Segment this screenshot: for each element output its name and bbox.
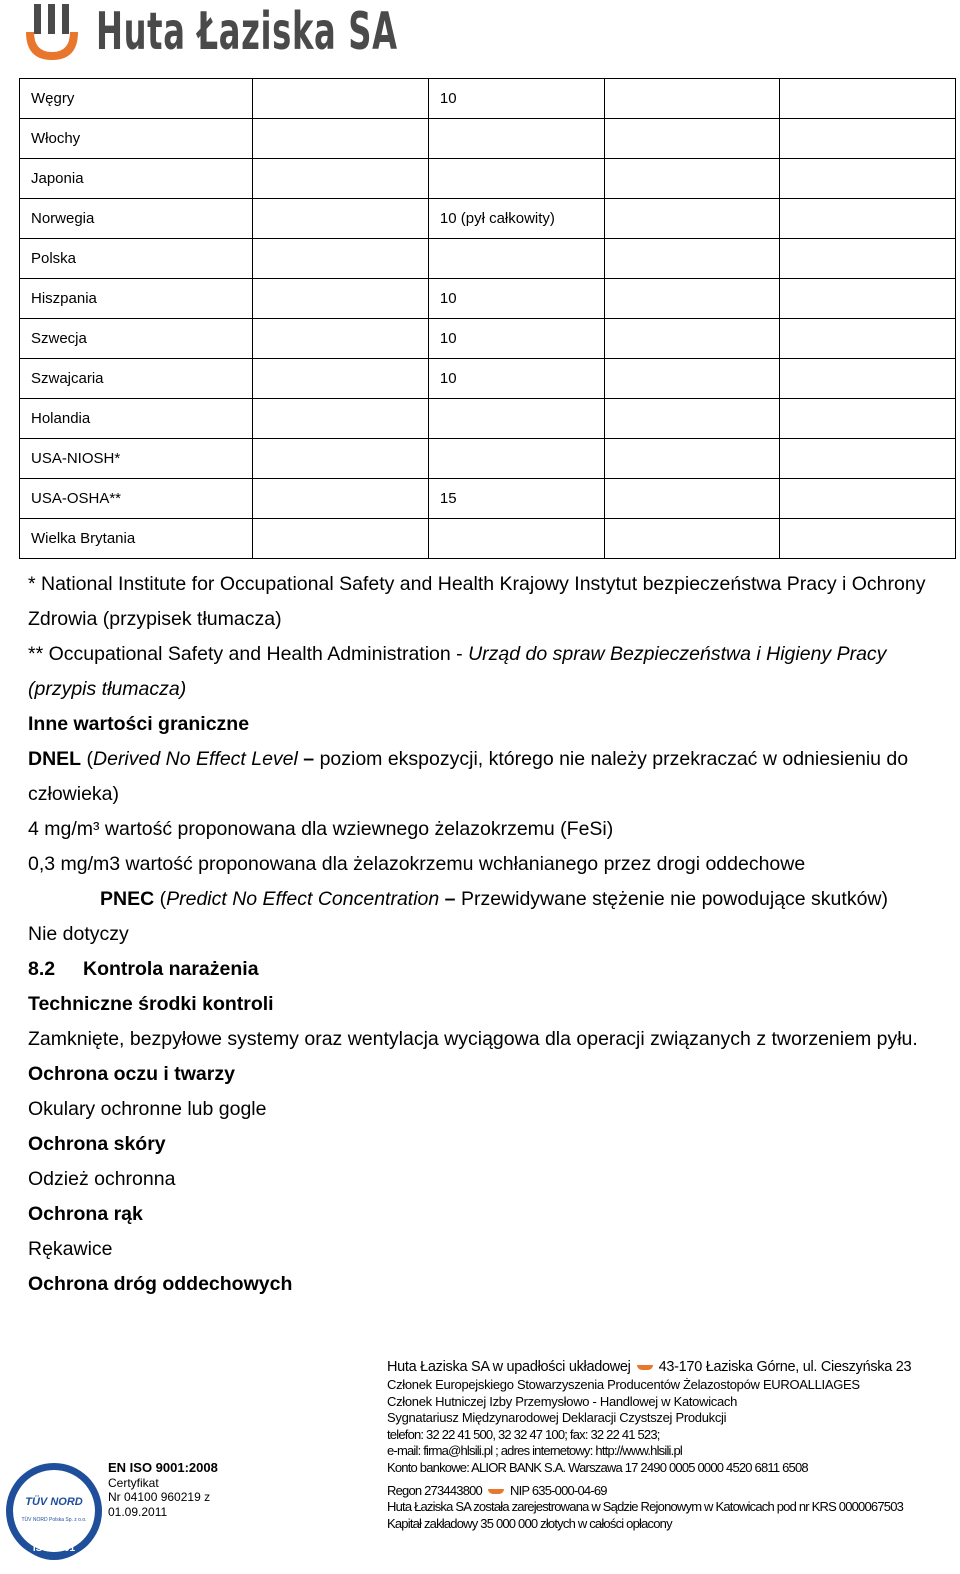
table-row: [20, 479, 956, 519]
value-cell: 15: [428, 479, 604, 519]
value-cell: 10: [428, 279, 604, 319]
eye-protection-text: Okulary ochronne lub gogle: [28, 1098, 267, 1120]
country-cell: Włochy: [20, 119, 253, 159]
dnel-value-absorbed: 0,3 mg/m3 wartość proponowana dla żelazokrzemu wchłanianego przez drogi oddechowe: [28, 853, 806, 875]
value-cell: [428, 119, 604, 159]
pnec-definition: PNEC (Predict No Effect Concentration – Przewidywane stężenie nie powodujące skutków): [100, 888, 888, 910]
footer-membership-1: Członek Europejskiego Stowarzyszenia Producentów Żelazostopów EUROALLIAGES: [387, 1377, 860, 1392]
eye-protection-heading: Ochrona oczu i twarzy: [28, 1063, 235, 1085]
cert-details: EN ISO 9001:2008 Certyfikat Nr 04100 960219 z 01.09.2011: [108, 1460, 218, 1519]
value-cell: 10 (pył całkowity): [428, 199, 604, 239]
orange-dash-icon: [488, 1489, 504, 1494]
table-row: [20, 319, 956, 359]
value-cell: [428, 159, 604, 199]
dnel-value-inhalation: 4 mg/m³ wartość proponowana dla wziewnego żelazokrzemu (FeSi): [28, 818, 614, 840]
skin-protection-text: Odzież ochronna: [28, 1168, 176, 1190]
svg-text:TÜV NORD: TÜV NORD: [25, 1496, 83, 1508]
footer-krs: Huta Łaziska SA została zarejestrowana w Sądzie Rejonowym w Katowicach pod nr KRS 0000067503: [387, 1499, 904, 1515]
country-cell: Holandia: [20, 399, 253, 439]
footer-regon-nip: Regon 273443800 NIP 635-000-04-69: [387, 1482, 607, 1498]
company-footer: [387, 1358, 952, 1532]
table-row: [20, 239, 956, 279]
country-cell: USA-NIOSH*: [20, 439, 253, 479]
hand-protection-text: Rękawice: [28, 1238, 113, 1260]
tuv-iso-badge-icon: [4, 1459, 104, 1563]
value-cell: [428, 519, 604, 559]
table-row: [20, 159, 956, 199]
orange-dash-icon: [637, 1365, 653, 1370]
certification-block: [4, 1455, 264, 1565]
footer-company-line: Huta Łaziska SA w upadłości układowej 43-170 Łaziska Górne, ul. Cieszyńska 23: [387, 1359, 912, 1375]
logo-wordmark: Huta Łaziska SA: [96, 2, 398, 62]
other-limits-heading: Inne wartości graniczne: [28, 713, 250, 735]
respiratory-protection-heading: Ochrona dróg oddechowych: [28, 1273, 293, 1295]
svg-text:TÜV NORD Polska Sp. z o.o.: TÜV NORD Polska Sp. z o.o.: [21, 1517, 87, 1523]
tech-controls-heading: Techniczne środki kontroli: [28, 993, 274, 1015]
dnel-definition: DNEL (Derived No Effect Level – poziom ekspozycji, którego nie należy przekraczać w odniesieniu do człowieka): [28, 748, 909, 805]
table-row: [20, 199, 956, 239]
country-cell: USA-OSHA**: [20, 479, 253, 519]
exposure-limits-table: [19, 78, 956, 559]
table-row: [20, 359, 956, 399]
document-body: [28, 567, 948, 1302]
hand-protection-heading: Ochrona rąk: [28, 1203, 143, 1225]
value-cell: [428, 239, 604, 279]
table-row: [20, 279, 956, 319]
footer-email: e-mail: firma@hlsili.pl ; adres internetowy: http://www.hlsili.pl: [387, 1443, 682, 1459]
table-row: [20, 519, 956, 559]
tech-controls-text: Zamknięte, bezpyłowe systemy oraz wentylacja wyciągowa dla operacji związanych z tworzeniem pyłu.: [28, 1028, 918, 1050]
skin-protection-heading: Ochrona skóry: [28, 1133, 166, 1155]
table-row: [20, 119, 956, 159]
footer-bank: Konto bankowe: ALIOR BANK S.A. Warszawa 17 2490 0005 0000 4520 6811 6508: [387, 1459, 808, 1475]
value-cell: [428, 399, 604, 439]
country-cell: Szwajcaria: [20, 359, 253, 399]
country-cell: Wielka Brytania: [20, 519, 253, 559]
value-cell: 10: [428, 359, 604, 399]
country-cell: Szwecja: [20, 319, 253, 359]
osha-footnote: ** Occupational Safety and Health Administration - Urząd do spraw Bezpieczeństwa i Higieny Pracy (przypis tłumacza): [28, 643, 887, 700]
value-cell: 10: [428, 319, 604, 359]
footer-phone: telefon: 32 22 41 500, 32 32 47 100; fax: 32 22 41 523;: [387, 1426, 660, 1442]
section-heading: 8.2 Kontrola narażenia: [28, 958, 259, 980]
country-cell: Węgry: [20, 79, 253, 119]
table-row: [20, 399, 956, 439]
svg-text:ISO 9001: ISO 9001: [32, 1543, 76, 1554]
table-row: [20, 439, 956, 479]
footer-capital: Kapitał zakładowy 35 000 000 złotych w całości opłacony: [387, 1515, 672, 1531]
country-cell: Japonia: [20, 159, 253, 199]
table-row: [20, 79, 956, 119]
value-cell: [428, 439, 604, 479]
pnec-value: Nie dotyczy: [28, 923, 129, 945]
country-cell: Polska: [20, 239, 253, 279]
value-cell: 10: [428, 79, 604, 119]
niosh-footnote: * National Institute for Occupational Safety and Health Krajowy Instytut bezpieczeństwa Pracy i Ochrony Zdrowia (przypisek tłumacza): [28, 573, 926, 630]
huta-logo-icon: [24, 2, 80, 64]
company-logo: [24, 2, 398, 66]
country-cell: Norwegia: [20, 199, 253, 239]
footer-membership-2: Członek Hutniczej Izby Przemysłowo - Handlowej w Katowicach: [387, 1393, 738, 1409]
footer-signatory: Sygnatariusz Międzynarodowej Deklaracji Czystszej Produkcji: [387, 1410, 727, 1426]
country-cell: Hiszpania: [20, 279, 253, 319]
